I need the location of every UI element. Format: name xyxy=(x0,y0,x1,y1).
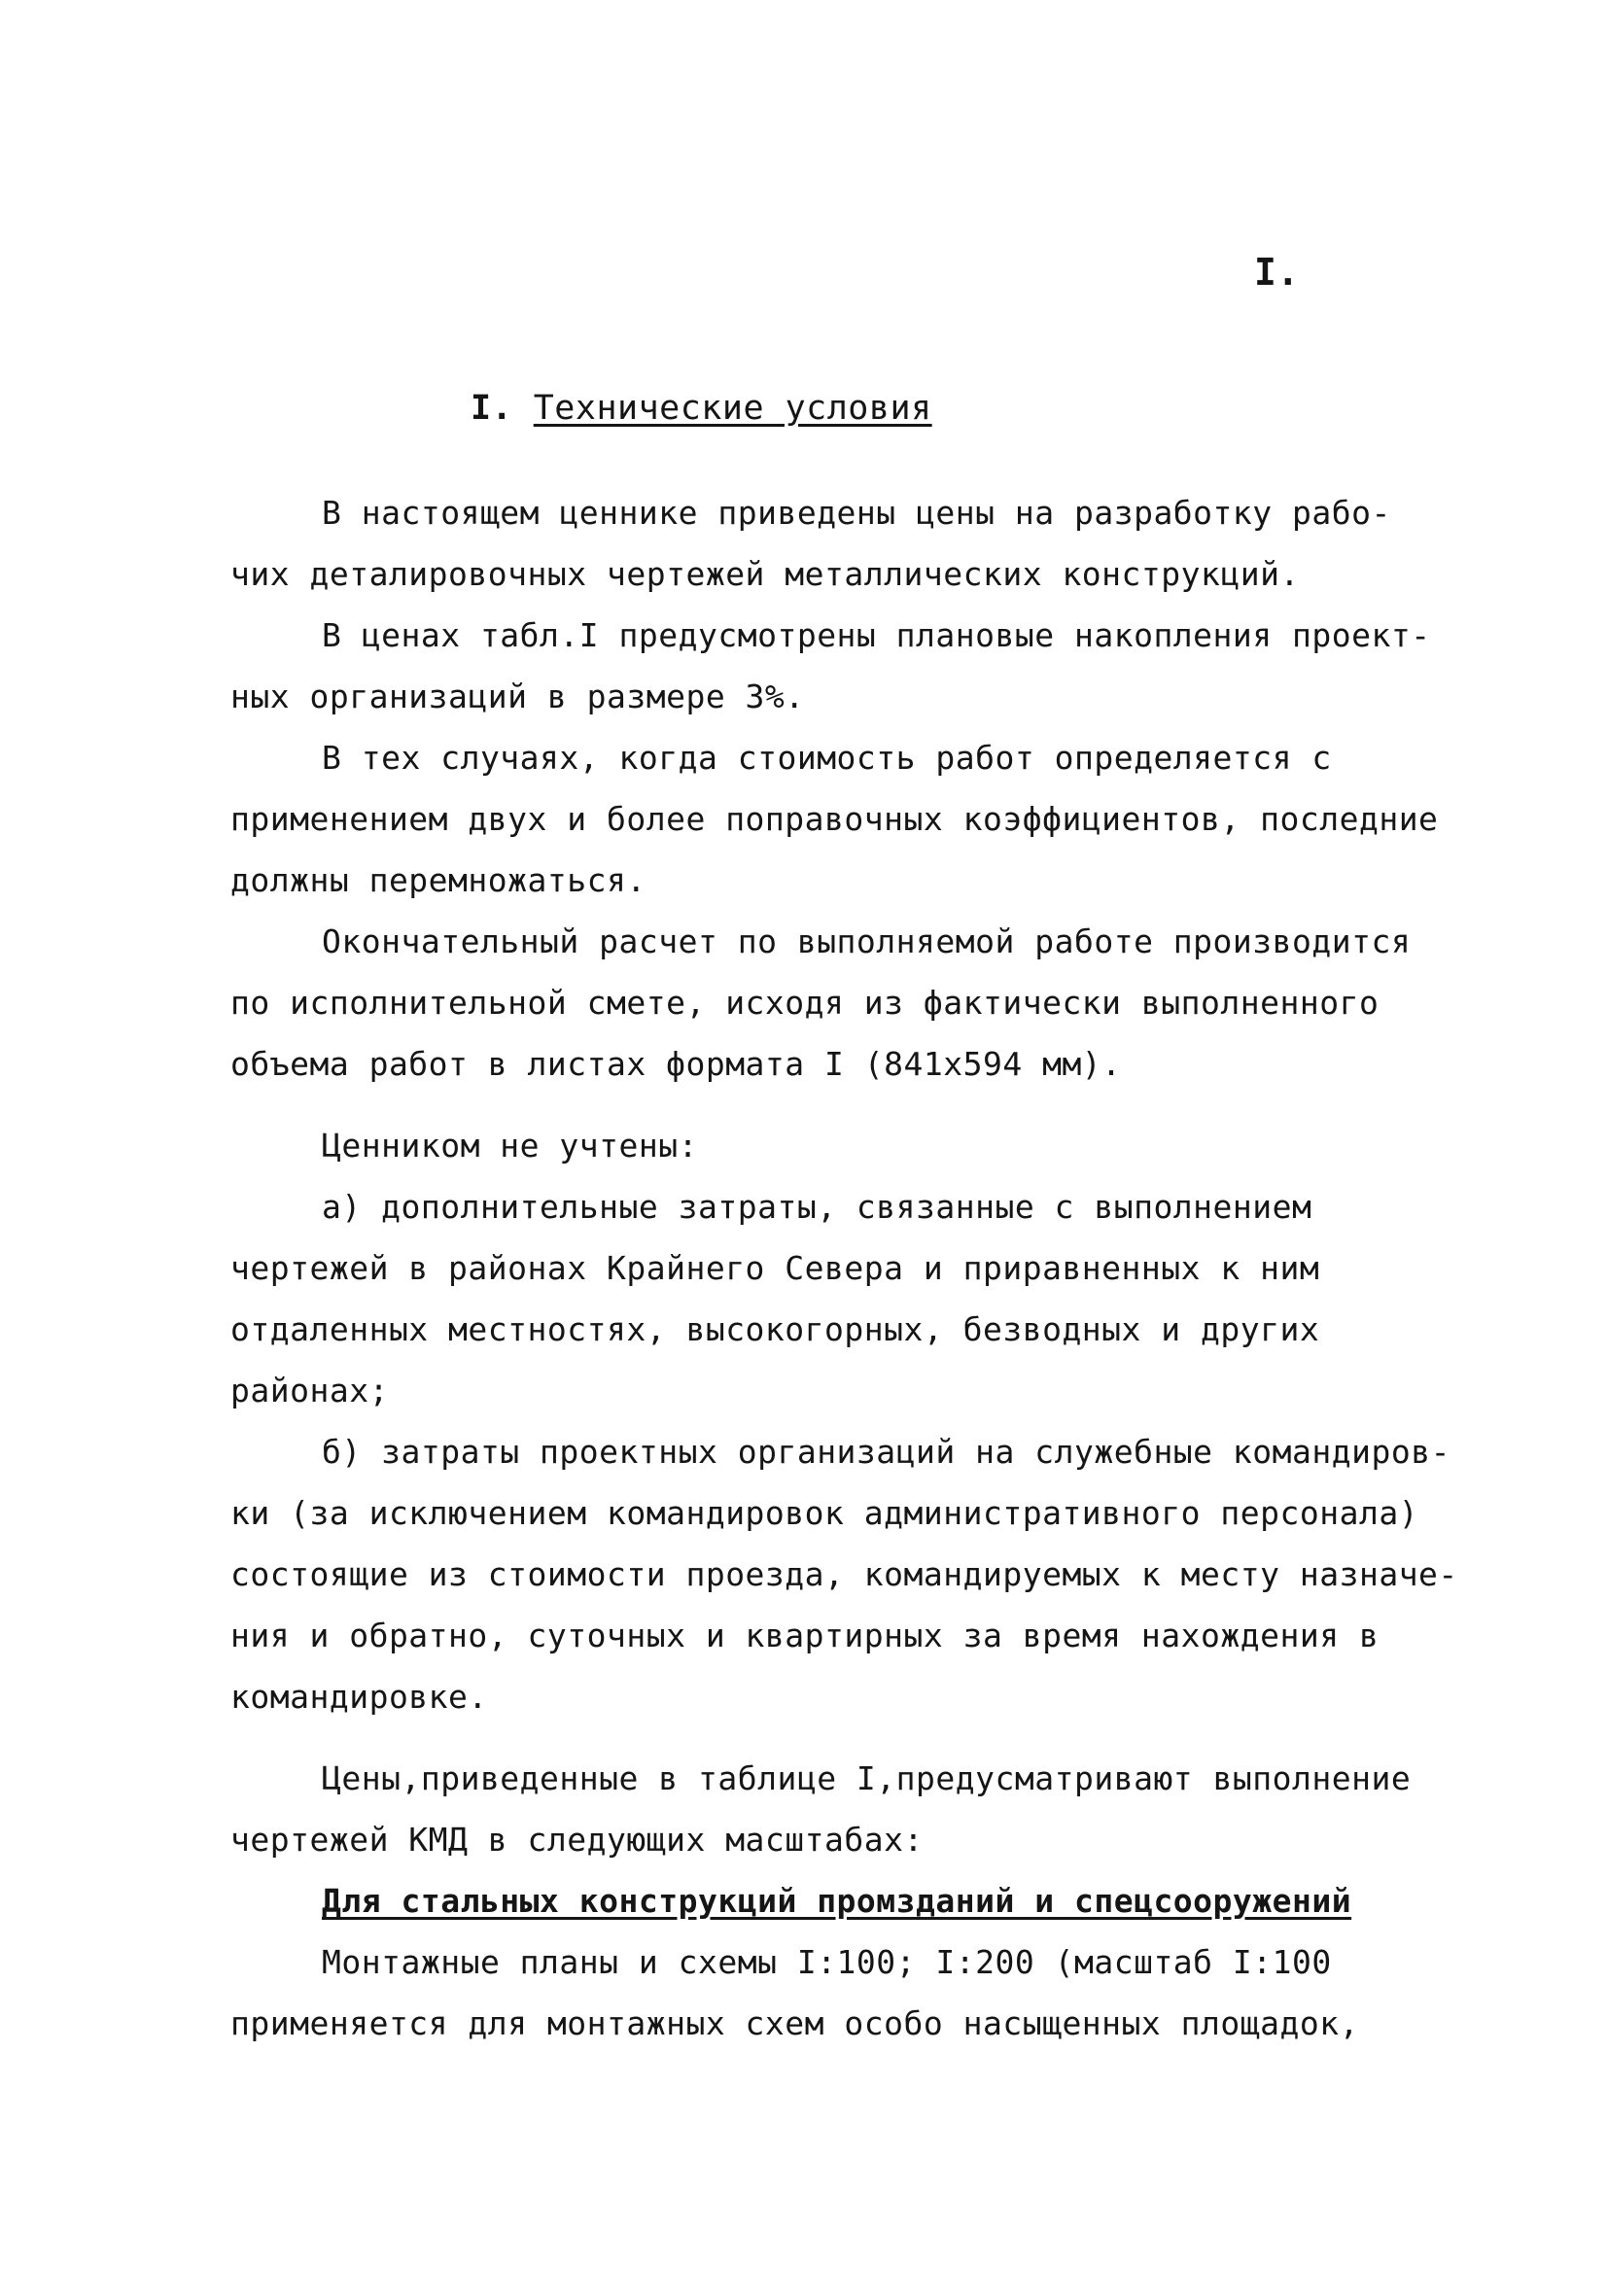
paragraph-line: В ценах табл.I предусмотрены плановые накопления проект- xyxy=(322,616,1431,654)
paragraph-line: Ценником не учтены: xyxy=(322,1127,698,1165)
paragraph-line: чертежей КМД в следующих масштабах: xyxy=(230,1821,924,1859)
paragraph-line: по исполнительной смете, исходя из фактически выполненного xyxy=(230,984,1380,1022)
list-item-line: чертежей в районах Крайнего Севера и приравненных к ним xyxy=(230,1249,1320,1287)
section-title: Технические условия xyxy=(533,389,932,428)
paragraph-line: Цены,приведенные в таблице I,предусматривают выполнение xyxy=(322,1759,1412,1797)
body-text xyxy=(230,482,1458,2054)
paragraph-line: В настоящем ценнике приведены цены на разработку рабо- xyxy=(322,494,1391,532)
paragraph-line: применением двух и более поправочных коэффициентов, последние xyxy=(230,800,1439,838)
list-item-line: состоящие из стоимости проезда, командируемых к месту назначе- xyxy=(230,1555,1458,1593)
paragraph-line: должны перемножаться. xyxy=(230,861,646,899)
paragraph-line: чих деталировочных чертежей металлических конструкций. xyxy=(230,555,1300,593)
list-item-line: б) затраты проектных организаций на служебные командиров- xyxy=(322,1433,1450,1471)
page-number: I. xyxy=(1254,251,1300,294)
list-item-line: ния и обратно, суточных и квартирных за время нахождения в xyxy=(230,1617,1380,1654)
paragraph-line: объема работ в листах формата I (841х594 мм). xyxy=(230,1045,1122,1083)
paragraph-line: применяется для монтажных схем особо насыщенных площадок, xyxy=(230,2004,1359,2042)
list-item-line: районах; xyxy=(230,1372,389,1409)
list-item-line: а) дополнительные затраты, связанные с выполнением xyxy=(322,1188,1312,1226)
paragraph-line: ных организаций в размере 3%. xyxy=(230,678,805,715)
section-number: I. xyxy=(471,389,513,428)
subheading-text: Для стальных конструкций промзданий и спецсооружений xyxy=(322,1882,1352,1920)
list-item-line: ки (за исключением командировок административного персонала) xyxy=(230,1494,1419,1532)
subheading-line xyxy=(230,1870,1397,1931)
list-item-line: отдаленных местностях, высокогорных, безводных и других xyxy=(230,1310,1320,1348)
paragraph-line: Монтажные планы и схемы I:100; I:200 (масштаб I:100 xyxy=(322,1943,1332,1981)
paragraph-line: Окончательный расчет по выполняемой работе производится xyxy=(322,922,1412,960)
list-item-line: командировке. xyxy=(230,1678,488,1716)
paragraph-line: В тех случаях, когда стоимость работ определяется с xyxy=(322,739,1332,777)
section-heading xyxy=(471,389,932,428)
